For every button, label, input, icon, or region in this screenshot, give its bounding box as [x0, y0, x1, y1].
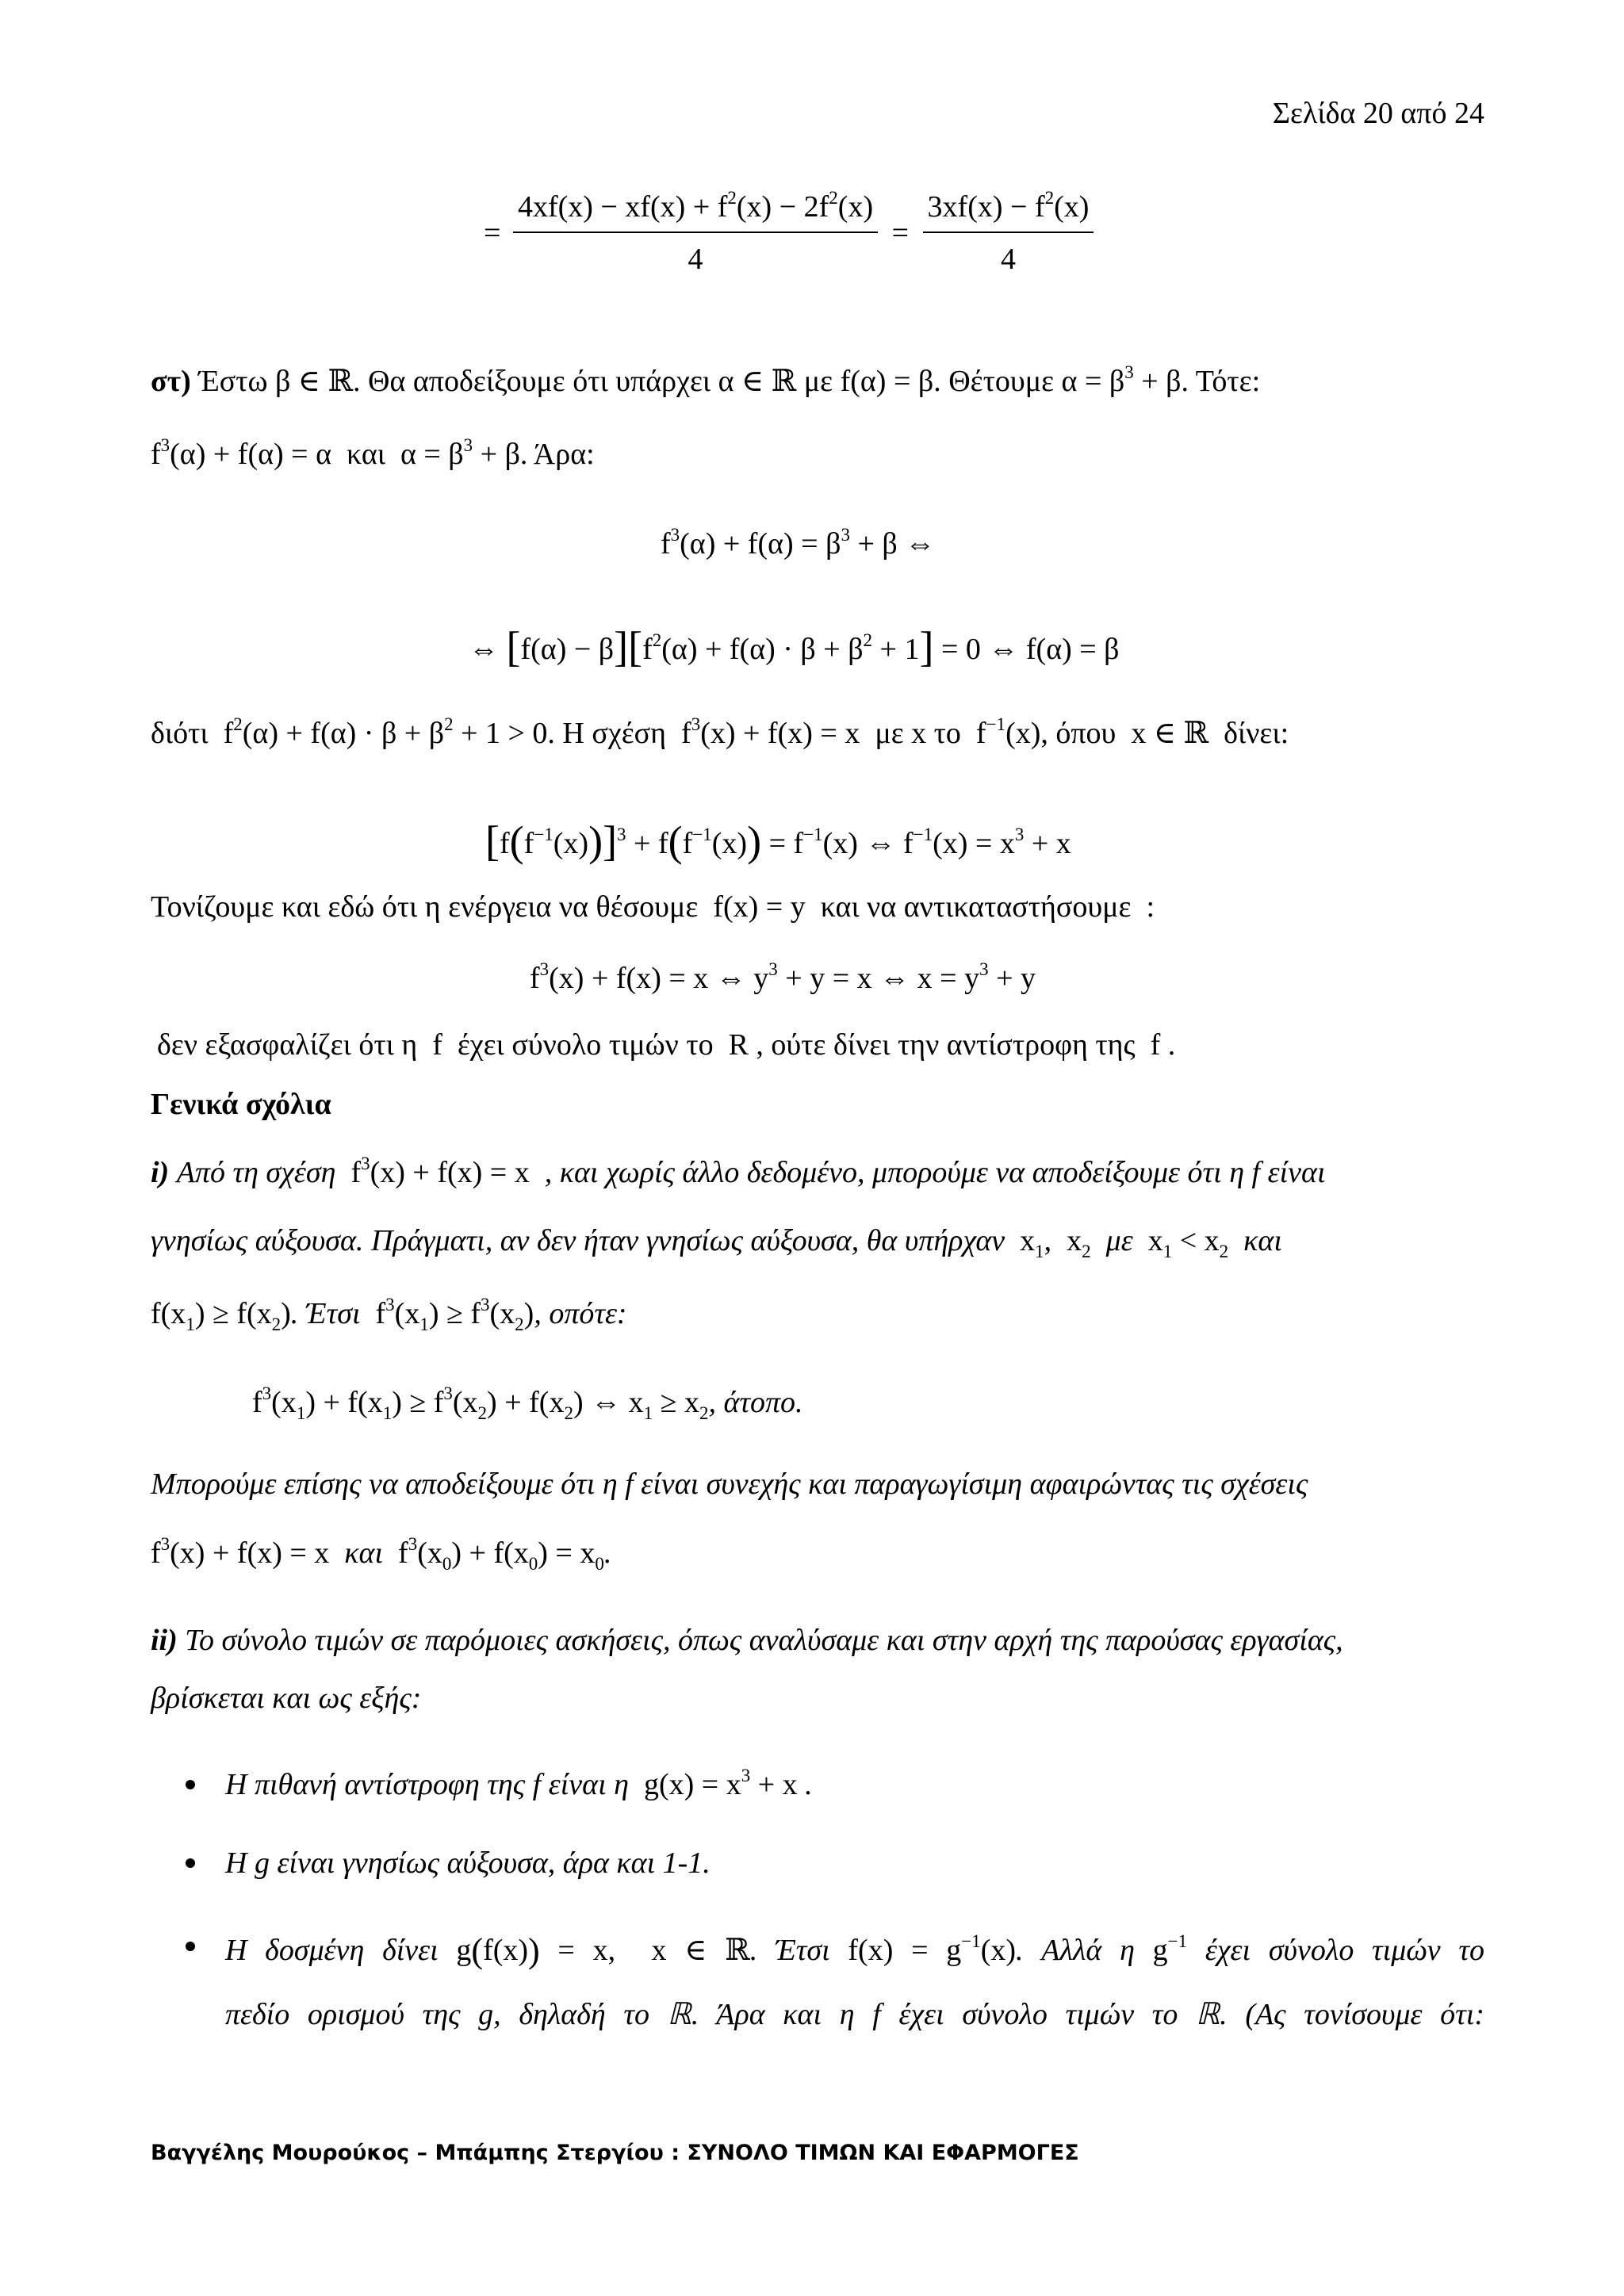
- top-equation: = $\frac{4xf(x) - xf(x) + f^2(x) - 2f^2(x)}{4}$ = $\frac{3xf(x) - f^2(x)}{4}$: [484, 192, 1094, 274]
- bullet-item-3-line2: πεδίο ορισμού της g, δηλαδή το ℝ. Άρα και η f έχει σύνολο τιμών το ℝ. (Ας τονίσουμε ότι:: [225, 1998, 1484, 2031]
- comment-i-line5: $f^3(x) + f(x) = x$ και $f^3(x_0) + f(x_0) = x_0$.: [151, 1534, 612, 1574]
- comment-ii-line1: ii) Το σύνολο τιμών σε παρόμοιες ασκήσεις, όπως αναλύσαμε και στην αρχή της παρούσας εργασίας,: [151, 1624, 1343, 1657]
- comment-i-label: i): [151, 1156, 170, 1189]
- bullet-item-1: Η πιθανή αντίστροφη της f είναι η $g(x) = x^3 + x$ .: [225, 1766, 813, 1801]
- comment-i-line3: $f(x_1) \ge f(x_2)$. Έτσι $f^3(x_1) \ge f^3(x_2)$, οπότε:: [151, 1295, 627, 1334]
- comment-i-line4: Μπορούμε επίσης να αποδείξουμε ότι η f είναι συνεχής και παραγωγίσιμη αφαιρώντας τις σχέσεις: [151, 1468, 1308, 1501]
- comment-i-line1: i) Από τη σχέση $f^3(x) + f(x) = x$ , και χωρίς άλλο δεδομένο, μπορούμε να αποδείξουμε ότι η f είναι: [151, 1154, 1326, 1189]
- equation-1: $f^3(\alpha) + f(\alpha) = \beta^3 + \beta$ ⇔: [661, 525, 936, 561]
- section-st-line1: στ) Έστω β ∈ ℝ. Θα αποδείξουμε ότι υπάρχει α ∈ ℝ με f(α) = β. Θέτουμε $\alpha = \beta^3 + \beta$. Τότε:: [151, 362, 1261, 398]
- bullet-marker: [186, 1780, 195, 1789]
- bullet-marker: [186, 1942, 195, 1951]
- bullet-item-2: Η g είναι γνησίως αύξουσα, άρα και 1-1.: [225, 1846, 710, 1880]
- section-st-line4: Τονίζουμε και εδώ ότι η ενέργεια να θέσουμε f(x) = y και να αντικαταστήσουμε :: [151, 890, 1155, 924]
- bullet-item-3-line1: Η δοσμένη δίνει g(f(x)) = x, x ∈ ℝ. Έτσι $f(x) = g^{-1}(x)$. Αλλά η $g^{-1}$ έχει σύνολο τιμών το: [225, 1931, 1484, 1970]
- equation-4: $f^3(x) + f(x) = x$ ⇔ $y^3 + y = x$ ⇔ $x = y^3 + y$: [530, 959, 1036, 995]
- page-number: Σελίδα 20 από 24: [1272, 97, 1484, 130]
- comment-ii-line2: βρίσκεται και ως εξής:: [151, 1682, 422, 1715]
- section-st-label: στ): [151, 365, 191, 398]
- equation-3: $[f(f^{-1}(x))]^3 + f(f^{-1}(x)) = f^{-1}(x)$ ⇔ $f^{-1}(x) = x^3 + x$: [485, 817, 1071, 865]
- comment-ii-label: ii): [151, 1624, 178, 1657]
- section-st-line3: διότι $f^2(\alpha) + f(\alpha) \cdot \beta + \beta^2 + 1 > 0$. Η σχέση $f^3(x) + f(x) = x$ με x το $f^{-1}(x)$, όπου x ∈ ℝ δίνει:: [151, 714, 1289, 750]
- equation-2: ⇔ $[f(\alpha) - \beta][f^2(\alpha) + f(\alpha) \cdot \beta + \beta^2 + 1] = 0$ ⇔ f(α) = β: [469, 623, 1120, 671]
- section-st-line2: $f^3(\alpha) + f(\alpha) = \alpha$ και $\alpha = \beta^3 + \beta$. Άρα:: [151, 435, 595, 471]
- general-comments-heading: Γενικά σχόλια: [151, 1088, 331, 1121]
- comment-i-line2: γνησίως αύξουσα. Πράγματι, αν δεν ήταν γνησίως αύξουσα, θα υπήρχαν $x_1$, $x_2$ με $x_1 < x_2$ και: [151, 1224, 1282, 1261]
- section-st-line5: δεν εξασφαλίζει ότι η f έχει σύνολο τιμών το R , ούτε δίνει την αντίστροφη της f .: [157, 1028, 1176, 1062]
- comment-i-equation: $f^3(x_1) + f(x_1) \ge f^3(x_2) + f(x_2)$ ⇔ $x_1 \ge x_2$, άτοπο.: [252, 1383, 803, 1423]
- footer-text: Βαγγέλης Μουρούκος – Μπάμπης Στεργίου : ΣΥΝΟΛΟ ΤΙΜΩΝ ΚΑΙ ΕΦΑΡΜΟΓΕΣ: [151, 2141, 1079, 2165]
- bullet-marker: [186, 1858, 195, 1868]
